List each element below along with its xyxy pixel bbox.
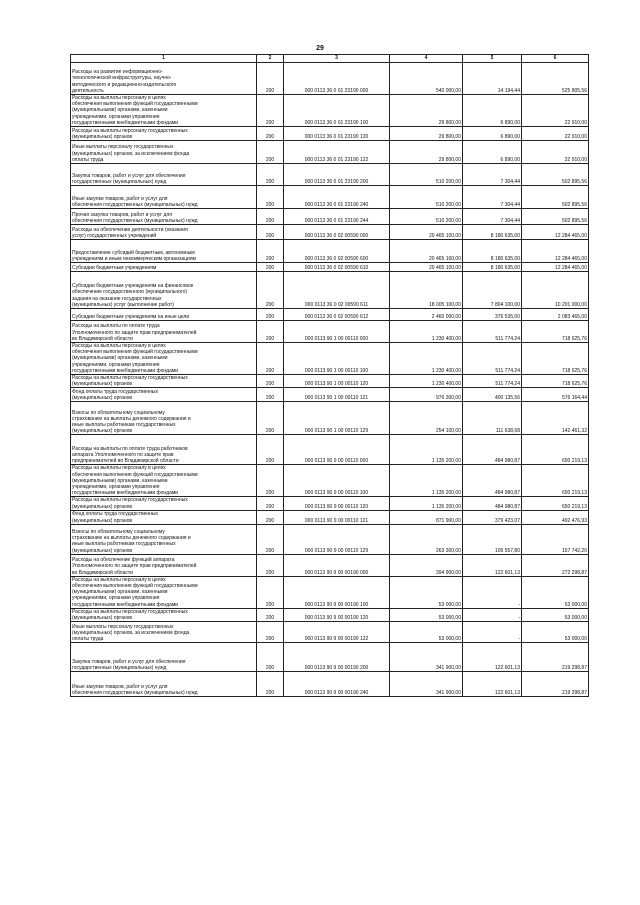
- row-admin-code: 200: [257, 465, 284, 497]
- row-admin-code: 200: [257, 402, 284, 435]
- row-remaining-amount: 502 895,56: [522, 209, 589, 225]
- row-executed-amount: 400 135,56: [463, 388, 522, 402]
- row-approved-amount: 1 135 200,00: [390, 435, 463, 465]
- row-executed-amount: 111 638,68: [463, 402, 522, 435]
- row-approved-amount: 510 200,00: [390, 164, 463, 186]
- col-header-name: 1: [71, 55, 257, 63]
- table-row: [71, 672, 589, 697]
- row-remaining-amount: 272 298,87: [522, 554, 589, 576]
- row-remaining-amount: 53 000,00: [522, 608, 589, 621]
- row-approved-amount: 394 900,00: [390, 554, 463, 576]
- row-name: Субсидии бюджетным учреждениям на иные цели: [71, 309, 257, 321]
- row-admin-code: 200: [257, 164, 284, 186]
- row-approved-amount: 540 000,00: [390, 63, 463, 95]
- row-admin-code: 200: [257, 209, 284, 225]
- col-header-approved: 4: [390, 55, 463, 63]
- table-row: [71, 95, 589, 127]
- row-executed-amount: 8 180 635,00: [463, 240, 522, 263]
- row-budget-code: 000 0113 90 1 00 00110 129: [284, 402, 390, 435]
- row-remaining-amount: 502 895,56: [522, 186, 589, 209]
- table-row: [71, 321, 589, 343]
- row-remaining-amount: 219 298,87: [522, 643, 589, 672]
- row-remaining-amount: 650 219,13: [522, 497, 589, 510]
- row-name: Предоставление субсидий бюджетным, автономным учреждениям и иным некоммерческим организациям: [71, 240, 257, 263]
- row-admin-code: 200: [257, 141, 284, 164]
- row-budget-code: 000 0113 90 1 00 00110 000: [284, 321, 390, 343]
- row-name: Закупка товаров, работ и услуг для обеспечения государственных (муниципальных) нужд: [71, 164, 257, 186]
- row-budget-code: 000 0113 36 0 01 23190 100: [284, 95, 390, 127]
- row-executed-amount: 379 423,07: [463, 510, 522, 524]
- row-approved-amount: 29 800,00: [390, 127, 463, 141]
- row-budget-code: 000 0113 36 0 02 00590 600: [284, 240, 390, 263]
- row-admin-code: 200: [257, 186, 284, 209]
- row-executed-amount: 511 774,24: [463, 343, 522, 375]
- table-row: [71, 141, 589, 164]
- row-admin-code: 200: [257, 127, 284, 141]
- row-executed-amount: -: [463, 622, 522, 643]
- row-name: Иные закупки товаров, работ и услуг для обеспечения государственных (муниципальных) нужд: [71, 186, 257, 209]
- col-header-remaining: 6: [522, 55, 589, 63]
- row-executed-amount: 484 980,87: [463, 465, 522, 497]
- row-executed-amount: 7 304,44: [463, 186, 522, 209]
- row-budget-code: 000 0113 90 9 00 00110 100: [284, 465, 390, 497]
- table-row: [71, 497, 589, 510]
- row-name: Иные закупки товаров, работ и услуг для обеспечения государственных (муниципальных) нужд: [71, 672, 257, 697]
- row-name: Расходы на обеспечение функций аппарата Уполномоченного по защите прав предпринимателей во Владимирской области: [71, 554, 257, 576]
- row-remaining-amount: 2 083 465,00: [522, 309, 589, 321]
- row-name: Расходы на обеспечение деятельности (оказания услуг) государственных учреждений: [71, 225, 257, 240]
- row-remaining-amount: 22 910,00: [522, 95, 589, 127]
- table-row: [71, 127, 589, 141]
- row-budget-code: 000 0113 90 1 00 00110 120: [284, 375, 390, 388]
- row-remaining-amount: 525 805,56: [522, 63, 589, 95]
- row-budget-code: 000 0113 36 0 01 23190 000: [284, 63, 390, 95]
- row-name: Иные выплаты персоналу государственных (муниципальных) органов, за исключением фонда оплаты труда: [71, 622, 257, 643]
- row-name: Расходы на выплаты персоналу государственных (муниципальных) органов: [71, 127, 257, 141]
- row-executed-amount: -: [463, 576, 522, 608]
- row-budget-code: 000 0113 90 9 00 00190 200: [284, 643, 390, 672]
- row-approved-amount: 53 000,00: [390, 608, 463, 621]
- row-budget-code: 000 0113 90 1 00 00110 100: [284, 343, 390, 375]
- row-remaining-amount: 22 910,00: [522, 141, 589, 164]
- row-budget-code: 000 0113 36 0 02 00590 611: [284, 272, 390, 309]
- row-budget-code: 000 0113 36 0 02 00590 610: [284, 263, 390, 272]
- row-name: Расходы на выплаты по оплате труда Уполномоченного по защите прав предпринимателей во Владимирской области: [71, 321, 257, 343]
- row-executed-amount: 7 304,44: [463, 209, 522, 225]
- row-remaining-amount: 22 910,00: [522, 127, 589, 141]
- row-approved-amount: 1 230 400,00: [390, 321, 463, 343]
- row-admin-code: 200: [257, 524, 284, 554]
- col-header-budget-code: 3: [284, 55, 390, 63]
- table-row: [71, 63, 589, 95]
- row-admin-code: 200: [257, 497, 284, 510]
- row-budget-code: 000 0113 90 9 00 00190 240: [284, 672, 390, 697]
- table-row: [71, 263, 589, 272]
- row-admin-code: 200: [257, 263, 284, 272]
- row-admin-code: 200: [257, 95, 284, 127]
- row-budget-code: 000 0113 36 0 02 00590 000: [284, 225, 390, 240]
- row-executed-amount: 511 774,24: [463, 321, 522, 343]
- row-admin-code: 200: [257, 240, 284, 263]
- row-budget-code: 000 0113 36 0 01 23190 120: [284, 127, 390, 141]
- row-approved-amount: 976 300,00: [390, 388, 463, 402]
- table-row: [71, 240, 589, 263]
- row-approved-amount: 510 200,00: [390, 186, 463, 209]
- row-executed-amount: 6 890,00: [463, 127, 522, 141]
- row-executed-amount: 14 194,44: [463, 63, 522, 95]
- row-budget-code: 000 0113 90 9 00 00110 000: [284, 435, 390, 465]
- row-budget-code: 000 0113 90 9 00 00190 120: [284, 608, 390, 621]
- budget-execution-table: [70, 54, 589, 697]
- table-row: [71, 375, 589, 388]
- row-remaining-amount: 718 625,76: [522, 375, 589, 388]
- row-budget-code: 000 0113 90 1 00 00110 121: [284, 388, 390, 402]
- row-executed-amount: 7 804 100,00: [463, 272, 522, 309]
- row-executed-amount: 122 601,13: [463, 643, 522, 672]
- row-executed-amount: 105 557,80: [463, 524, 522, 554]
- row-admin-code: 200: [257, 576, 284, 608]
- row-remaining-amount: 142 461,32: [522, 402, 589, 435]
- row-remaining-amount: 53 000,00: [522, 576, 589, 608]
- row-budget-code: 000 0113 36 0 02 00590 612: [284, 309, 390, 321]
- table-row: [71, 225, 589, 240]
- row-name: Фонд оплаты труда государственных (муниципальных) органов: [71, 510, 257, 524]
- table-row: [71, 524, 589, 554]
- table-row: [71, 402, 589, 435]
- row-budget-code: 000 0113 90 9 00 00110 120: [284, 497, 390, 510]
- row-admin-code: 200: [257, 554, 284, 576]
- table-row: [71, 465, 589, 497]
- row-remaining-amount: 53 000,00: [522, 622, 589, 643]
- row-approved-amount: 53 000,00: [390, 576, 463, 608]
- row-approved-amount: 1 230 400,00: [390, 375, 463, 388]
- row-remaining-amount: 12 284 465,00: [522, 225, 589, 240]
- row-name: Фонд оплаты труда государственных (муниципальных) органов: [71, 388, 257, 402]
- row-approved-amount: 871 900,00: [390, 510, 463, 524]
- row-budget-code: 000 0113 36 0 01 23190 240: [284, 186, 390, 209]
- row-name: Расходы на выплаты персоналу в целях обеспечения выполнения функций государственными (муниципальными) органами, казенными учреждениями, органами управления государственными внебюджетными фондами: [71, 343, 257, 375]
- row-name: Расходы на выплаты персоналу государственных (муниципальных) органов: [71, 375, 257, 388]
- row-name: Субсидии бюджетным учреждениям на финансовое обеспечение государственного (муниципального) задания на оказание государственных (муниципальных) услуг (выполнение работ): [71, 272, 257, 309]
- row-executed-amount: 484 980,87: [463, 497, 522, 510]
- row-admin-code: 200: [257, 225, 284, 240]
- table-row: [71, 608, 589, 621]
- row-remaining-amount: 12 284 465,00: [522, 263, 589, 272]
- row-admin-code: 200: [257, 321, 284, 343]
- row-budget-code: 000 0113 90 9 00 00110 121: [284, 510, 390, 524]
- row-name: Иные выплаты персоналу государственных (муниципальных) органов, за исключением фонда оплаты труда: [71, 141, 257, 164]
- row-admin-code: 200: [257, 309, 284, 321]
- row-approved-amount: 18 005 100,00: [390, 272, 463, 309]
- table-row: [71, 164, 589, 186]
- row-approved-amount: 53 000,00: [390, 622, 463, 643]
- row-remaining-amount: 157 742,20: [522, 524, 589, 554]
- row-admin-code: 200: [257, 608, 284, 621]
- row-budget-code: 000 0113 90 9 00 00190 000: [284, 554, 390, 576]
- row-budget-code: 000 0113 90 9 00 00110 129: [284, 524, 390, 554]
- row-name: Взносы по обязательному социальному страхованию на выплаты денежного содержания и иные выплаты работникам государственных (муниципальных) органов: [71, 402, 257, 435]
- table-row: [71, 309, 589, 321]
- row-executed-amount: 6 890,00: [463, 141, 522, 164]
- row-executed-amount: 122 601,13: [463, 554, 522, 576]
- table-row: [71, 435, 589, 465]
- table-row: [71, 343, 589, 375]
- row-approved-amount: 29 800,00: [390, 95, 463, 127]
- row-name: Расходы на выплаты персоналу в целях обеспечения выполнения функций государственными (муниципальными) органами, казенными учреждениями, органами управления государственными внебюджетными фондами: [71, 95, 257, 127]
- col-header-executed: 5: [463, 55, 522, 63]
- row-approved-amount: 20 465 100,00: [390, 263, 463, 272]
- row-budget-code: 000 0113 36 0 01 23190 244: [284, 209, 390, 225]
- row-admin-code: 200: [257, 63, 284, 95]
- row-admin-code: 200: [257, 435, 284, 465]
- table-row: [71, 622, 589, 643]
- row-budget-code: 000 0113 90 9 00 00190 122: [284, 622, 390, 643]
- page-number: 29: [316, 45, 324, 52]
- row-admin-code: 200: [257, 375, 284, 388]
- row-name: Расходы на выплаты персоналу государственных (муниципальных) органов: [71, 497, 257, 510]
- header-row: [71, 55, 589, 63]
- row-approved-amount: 20 465 100,00: [390, 225, 463, 240]
- row-approved-amount: 1 135 200,00: [390, 497, 463, 510]
- row-executed-amount: 484 980,87: [463, 435, 522, 465]
- row-remaining-amount: 12 284 465,00: [522, 240, 589, 263]
- row-approved-amount: 254 100,00: [390, 402, 463, 435]
- row-executed-amount: 8 180 635,00: [463, 225, 522, 240]
- table-row: [71, 186, 589, 209]
- row-approved-amount: 2 460 000,00: [390, 309, 463, 321]
- row-budget-code: 000 0113 36 0 01 23190 122: [284, 141, 390, 164]
- row-approved-amount: 1 135 200,00: [390, 465, 463, 497]
- row-executed-amount: 8 180 635,00: [463, 263, 522, 272]
- row-remaining-amount: 492 476,93: [522, 510, 589, 524]
- row-admin-code: 200: [257, 643, 284, 672]
- row-approved-amount: 20 465 100,00: [390, 240, 463, 263]
- row-name: Расходы на развитие информационно- технологической инфраструктуры, научно- методического и редакционно-издательского деятельность: [71, 63, 257, 95]
- row-executed-amount: 122 601,13: [463, 672, 522, 697]
- row-executed-amount: 376 535,00: [463, 309, 522, 321]
- row-executed-amount: 511 774,24: [463, 375, 522, 388]
- row-name: Закупка товаров, работ и услуг для обеспечения государственных (муниципальных) нужд: [71, 643, 257, 672]
- table-body: [71, 63, 589, 697]
- row-budget-code: 000 0113 36 0 01 23190 200: [284, 164, 390, 186]
- row-remaining-amount: 718 625,76: [522, 321, 589, 343]
- row-name: Расходы на выплаты персоналу в целях обеспечения выполнения функций государственными (муниципальными) органами, казенными учреждениями, органами управления государственными внебюджетными фондами: [71, 576, 257, 608]
- row-name: Взносы по обязательному социальному страхованию на выплаты денежного содержания и иные выплаты работникам государственных (муниципальных) органов: [71, 524, 257, 554]
- row-name: Расходы на выплаты персоналу государственных (муниципальных) органов: [71, 608, 257, 621]
- row-admin-code: 200: [257, 510, 284, 524]
- row-admin-code: 200: [257, 343, 284, 375]
- table-row: [71, 510, 589, 524]
- row-approved-amount: 341 900,00: [390, 643, 463, 672]
- row-name: Расходы на выплаты персоналу в целях обеспечения выполнения функций государственными (муниципальными) органами, казенными учреждениями, органами управления государственными внебюджетными фондами: [71, 465, 257, 497]
- row-executed-amount: 7 304,44: [463, 164, 522, 186]
- row-name: Расходы на выплаты по оплате труда работников аппарата Уполномоченного по защите прав предпринимателей во Владимирской области: [71, 435, 257, 465]
- table-row: [71, 388, 589, 402]
- row-approved-amount: 263 300,00: [390, 524, 463, 554]
- row-name: Прочая закупка товаров, работ и услуг для обеспечения государственных (муниципальных) нужд: [71, 209, 257, 225]
- row-admin-code: 200: [257, 388, 284, 402]
- row-admin-code: 200: [257, 622, 284, 643]
- row-approved-amount: 1 230 400,00: [390, 343, 463, 375]
- row-executed-amount: -: [463, 608, 522, 621]
- table-row: [71, 209, 589, 225]
- row-name: Субсидии бюджетным учреждениям: [71, 263, 257, 272]
- table-row: [71, 272, 589, 309]
- table-row: [71, 554, 589, 576]
- row-approved-amount: 29 800,00: [390, 141, 463, 164]
- row-budget-code: 000 0113 90 9 00 00190 100: [284, 576, 390, 608]
- row-remaining-amount: 650 219,13: [522, 435, 589, 465]
- row-approved-amount: 341 900,00: [390, 672, 463, 697]
- row-remaining-amount: 650 219,13: [522, 465, 589, 497]
- row-remaining-amount: 576 164,44: [522, 388, 589, 402]
- table-row: [71, 643, 589, 672]
- row-remaining-amount: 502 895,56: [522, 164, 589, 186]
- table-row: [71, 576, 589, 608]
- row-remaining-amount: 10 201 000,00: [522, 272, 589, 309]
- col-header-code-admin: 2: [257, 55, 284, 63]
- row-admin-code: 200: [257, 672, 284, 697]
- row-approved-amount: 510 200,00: [390, 209, 463, 225]
- row-remaining-amount: 718 625,76: [522, 343, 589, 375]
- row-executed-amount: 6 890,00: [463, 95, 522, 127]
- row-admin-code: 200: [257, 272, 284, 309]
- row-remaining-amount: 219 298,87: [522, 672, 589, 697]
